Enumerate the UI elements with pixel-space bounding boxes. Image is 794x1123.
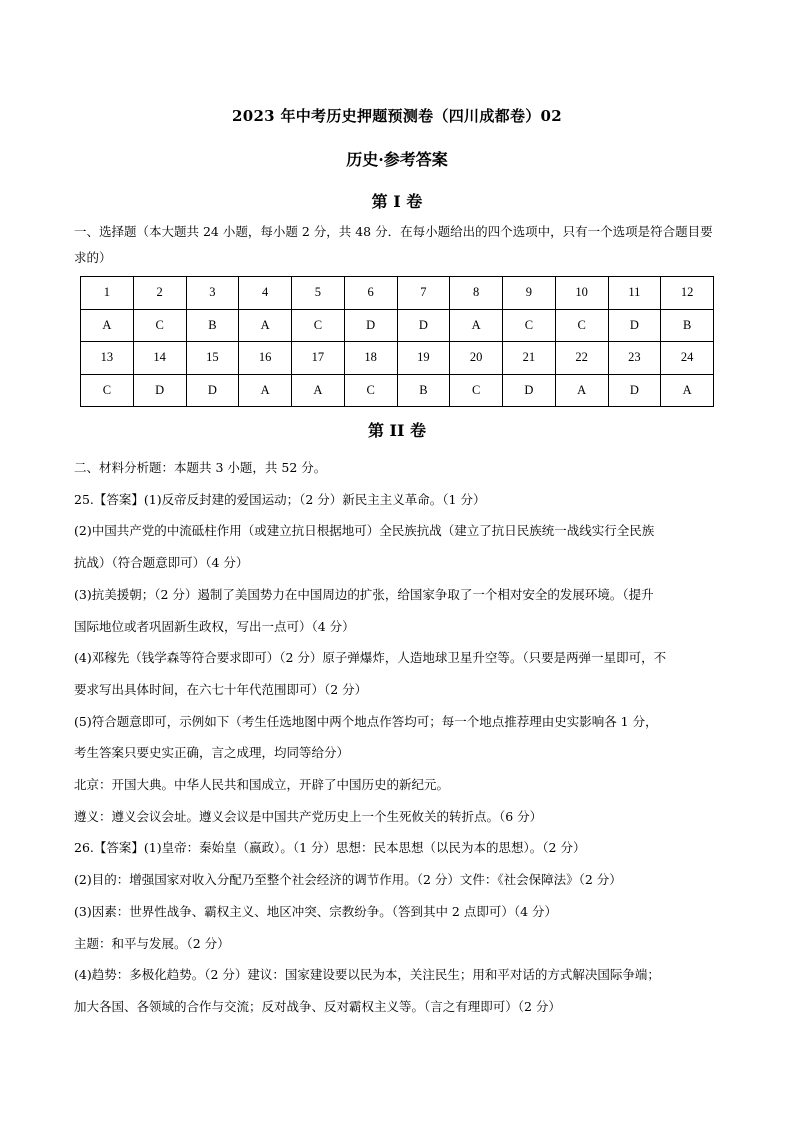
answer-line: (2)中国共产党的中流砥柱作用（或建立抗日根据地可）全民族抗战（建立了抗日民族统一战线实行全民族	[74, 523, 655, 539]
table-cell: 14	[133, 342, 186, 375]
document-subtitle: 历史·参考答案	[346, 150, 448, 169]
table-cell: 4	[239, 277, 292, 310]
volume-one-heading: 第 I 卷	[371, 192, 423, 211]
table-cell: 18	[344, 342, 397, 375]
answer-line: (4)邓稼先（钱学森等符合要求即可）（2 分）原子弹爆炸，人造地球卫星升空等。（只要是两弹一星即可，不	[74, 650, 667, 666]
table-cell: 22	[555, 342, 608, 375]
table-row-numbers-2	[81, 342, 714, 375]
table-cell: A	[81, 309, 134, 342]
table-cell: B	[661, 309, 714, 342]
table-cell: C	[344, 374, 397, 407]
answer-line: 国际地位或者巩固新生政权，写出一点可）（4 分）	[74, 618, 355, 634]
answer-line: (3)因素：世界性战争、霸权主义、地区冲突、宗教纷争。（答到其中 2 点即可）（4 分）	[74, 903, 558, 919]
table-cell: 8	[450, 277, 503, 310]
table-cell: A	[292, 374, 345, 407]
answer-line: 26.【答案】(1)皇帝：秦始皇（嬴政）。（1 分）思想：民本思想（以民为本的思想）。（2 分）	[74, 840, 586, 856]
table-cell: 7	[397, 277, 450, 310]
table-cell: 23	[608, 342, 661, 375]
table-cell: A	[450, 309, 503, 342]
answer-line: (4)趋势：多极化趋势。（2 分）建议：国家建设要以民为本，关注民生；用和平对话的方式解决国际争端；	[74, 967, 660, 983]
table-cell: B	[186, 309, 239, 342]
answer-line: 加大各国、各领域的合作与交流；反对战争、反对霸权主义等。（言之有理即可）（2 分）	[74, 998, 561, 1014]
document-title: 2023 年中考历史押题预测卷（四川成都卷）02	[231, 107, 563, 125]
table-cell: 2	[133, 277, 186, 310]
table-cell: A	[555, 374, 608, 407]
answer-line: (3)抗美援朝；（2 分）遏制了美国势力在中国周边的扩张，给国家争取了一个相对安全的发展环境。（提升	[74, 586, 654, 602]
answer-line: (2)目的：增强国家对收入分配乃至整个社会经济的调节作用。（2 分）文件：《社会保障法》（2 分）	[74, 872, 622, 888]
table-cell: D	[608, 374, 661, 407]
table-cell: 13	[81, 342, 134, 375]
table-cell: 24	[661, 342, 714, 375]
table-cell: D	[133, 374, 186, 407]
answer-line: 遵义：遵义会议会址。遵义会议是中国共产党历史上一个生死攸关的转折点。（6 分）	[74, 808, 543, 824]
table-cell: D	[503, 374, 556, 407]
table-cell: 15	[186, 342, 239, 375]
table-cell: 19	[397, 342, 450, 375]
table-cell: 20	[450, 342, 503, 375]
answer-line: 考生答案只要史实正确，言之成理，均同等给分）	[74, 745, 350, 761]
answer-body	[74, 452, 722, 1023]
answer-line: 主题：和平与发展。（2 分）	[74, 935, 230, 951]
section-two-heading: 二、材料分析题：本题共 3 小题，共 52 分。	[74, 460, 327, 475]
table-cell: D	[397, 309, 450, 342]
table-cell: C	[81, 374, 134, 407]
answer-table	[80, 276, 714, 407]
table-cell: A	[239, 309, 292, 342]
table-cell: 10	[555, 277, 608, 310]
table-cell: 9	[503, 277, 556, 310]
table-row-answers-1	[81, 309, 714, 342]
table-cell: D	[344, 309, 397, 342]
answer-line: 要求写出具体时间，在六七十年代范围即可）（2 分）	[74, 681, 368, 697]
table-cell: B	[397, 374, 450, 407]
table-cell: 16	[239, 342, 292, 375]
table-cell: 12	[661, 277, 714, 310]
answer-line: 25.【答案】(1)反帝反封建的爱国运动；（2 分）新民主主义革命。（1 分）	[74, 491, 486, 507]
table-cell: 6	[344, 277, 397, 310]
table-cell: 17	[292, 342, 345, 375]
table-cell: A	[239, 374, 292, 407]
table-cell: C	[292, 309, 345, 342]
table-cell: 21	[503, 342, 556, 375]
table-row-answers-2	[81, 374, 714, 407]
table-cell: 1	[81, 277, 134, 310]
table-cell: A	[661, 374, 714, 407]
table-cell: D	[608, 309, 661, 342]
table-cell: C	[133, 309, 186, 342]
answer-line: (5)符合题意即可，示例如下（考生任选地图中两个地点作答均可；每一个地点推荐理由史实影响各 1 分，	[74, 713, 658, 729]
volume-two-heading: 第 II 卷	[367, 421, 427, 440]
table-cell: C	[555, 309, 608, 342]
table-cell: C	[503, 309, 556, 342]
table-cell: C	[450, 374, 503, 407]
table-cell: 5	[292, 277, 345, 310]
table-cell: 11	[608, 277, 661, 310]
answer-line: 抗战）（符合题意即可）（4 分）	[74, 555, 249, 571]
table-row-numbers-1	[81, 277, 714, 310]
section-one-heading: 一、选择题（本大题共 24 小题，每小题 2 分，共 48 分．在每小题给出的四个选项中，只有一个选项是符合题目要求的）	[74, 224, 713, 265]
table-cell: 3	[186, 277, 239, 310]
table-cell: D	[186, 374, 239, 407]
answer-line: 北京：开国大典。中华人民共和国成立，开辟了中国历史的新纪元。	[74, 777, 450, 793]
